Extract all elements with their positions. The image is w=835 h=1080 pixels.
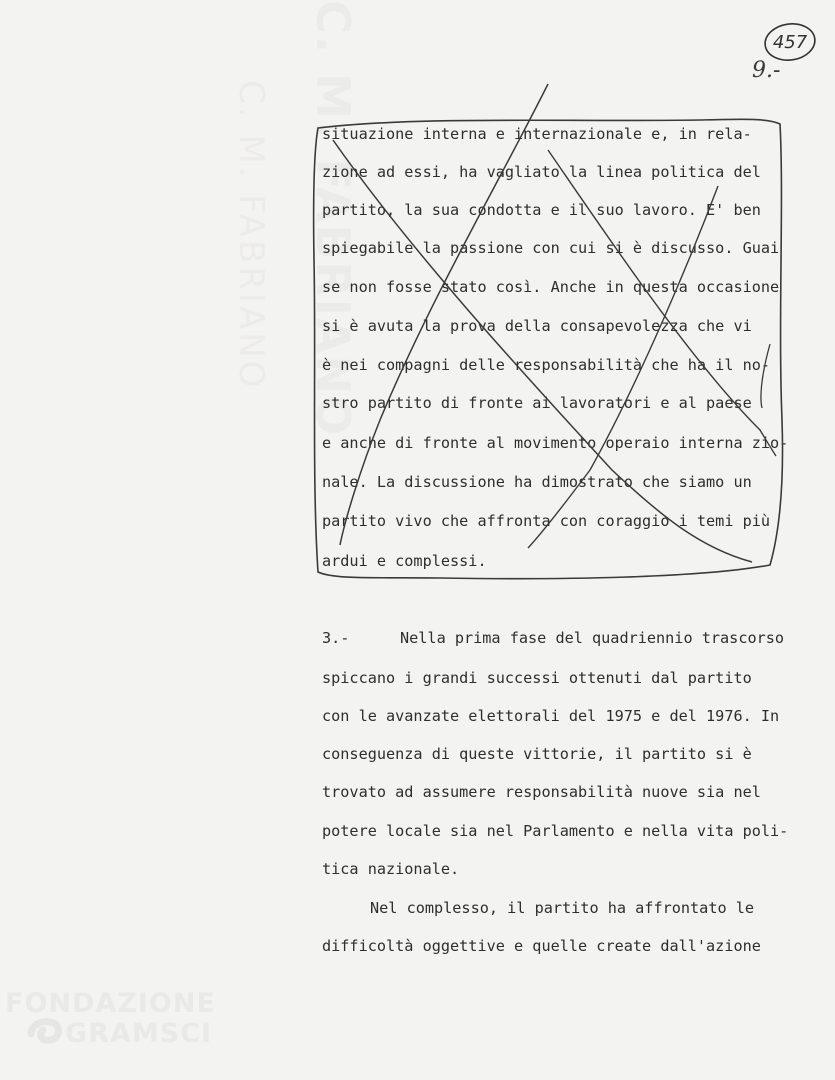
text-line: zione ad essi, ha vagliato la linea politica del (322, 163, 761, 181)
text-line: Nella prima fase del quadriennio trascorso (400, 629, 785, 647)
pen-box-outline (314, 119, 783, 578)
foundation-logo-line1: FONDAZIONE (5, 988, 216, 1019)
text-line: nale. La discussione ha dimostrato che siamo un (322, 473, 752, 491)
text-line: ardui e complessi. (322, 552, 487, 570)
watermark-side (231, 0, 275, 1080)
watermark-side-text: C. M. FABRIANO (231, 80, 271, 391)
watermark-main-text: C. M. FABRIANO (306, 0, 360, 438)
text-line: si è avuta la prova della consapevolezza che vi (322, 317, 752, 335)
text-line: spiegabile la passione con cui si è discusso. Guai (322, 239, 780, 257)
text-line: situazione interna e internazionale e, in rela- (322, 125, 752, 143)
text-line: potere locale sia nel Parlamento e nella vita poli- (322, 822, 789, 840)
text-line: trovato ad assumere responsabilità nuove sia nel (322, 783, 761, 801)
text-line: partito, la sua condotta e il suo lavoro. E' ben (322, 201, 761, 219)
text-line: e anche di fronte al movimento operaio interna zio- (322, 434, 789, 452)
text-line: con le avanzate elettorali del 1975 e del 1976. In (322, 707, 780, 725)
foundation-swirl-icon (27, 1016, 63, 1052)
text-line: difficoltà oggettive e quelle create dall'azione (322, 937, 761, 955)
page-number: 9.- (752, 58, 781, 83)
text-line: spiccano i grandi successi ottenuti dal partito (322, 669, 752, 687)
text-line: partito vivo che affronta con coraggio i temi più (322, 512, 771, 530)
archive-number: 457 (772, 31, 808, 53)
section-number: 3.- (322, 629, 350, 647)
text-line: se non fosse stato così. Anche in questa occasione (322, 278, 780, 296)
text-line: Nel complesso, il partito ha affrontato le (370, 899, 755, 917)
foundation-logo (5, 988, 216, 1058)
foundation-logo-line2: GRAMSCI (65, 1018, 213, 1049)
text-line: stro partito di fronte ai lavoratori e al paese (322, 394, 752, 412)
text-line: è nei compagni delle responsabilità che ha il no- (322, 356, 771, 374)
text-line: tica nazionale. (322, 860, 460, 878)
text-line: conseguenza di queste vittorie, il partito si è (322, 745, 752, 763)
pen-vertical-stroke (761, 344, 770, 408)
